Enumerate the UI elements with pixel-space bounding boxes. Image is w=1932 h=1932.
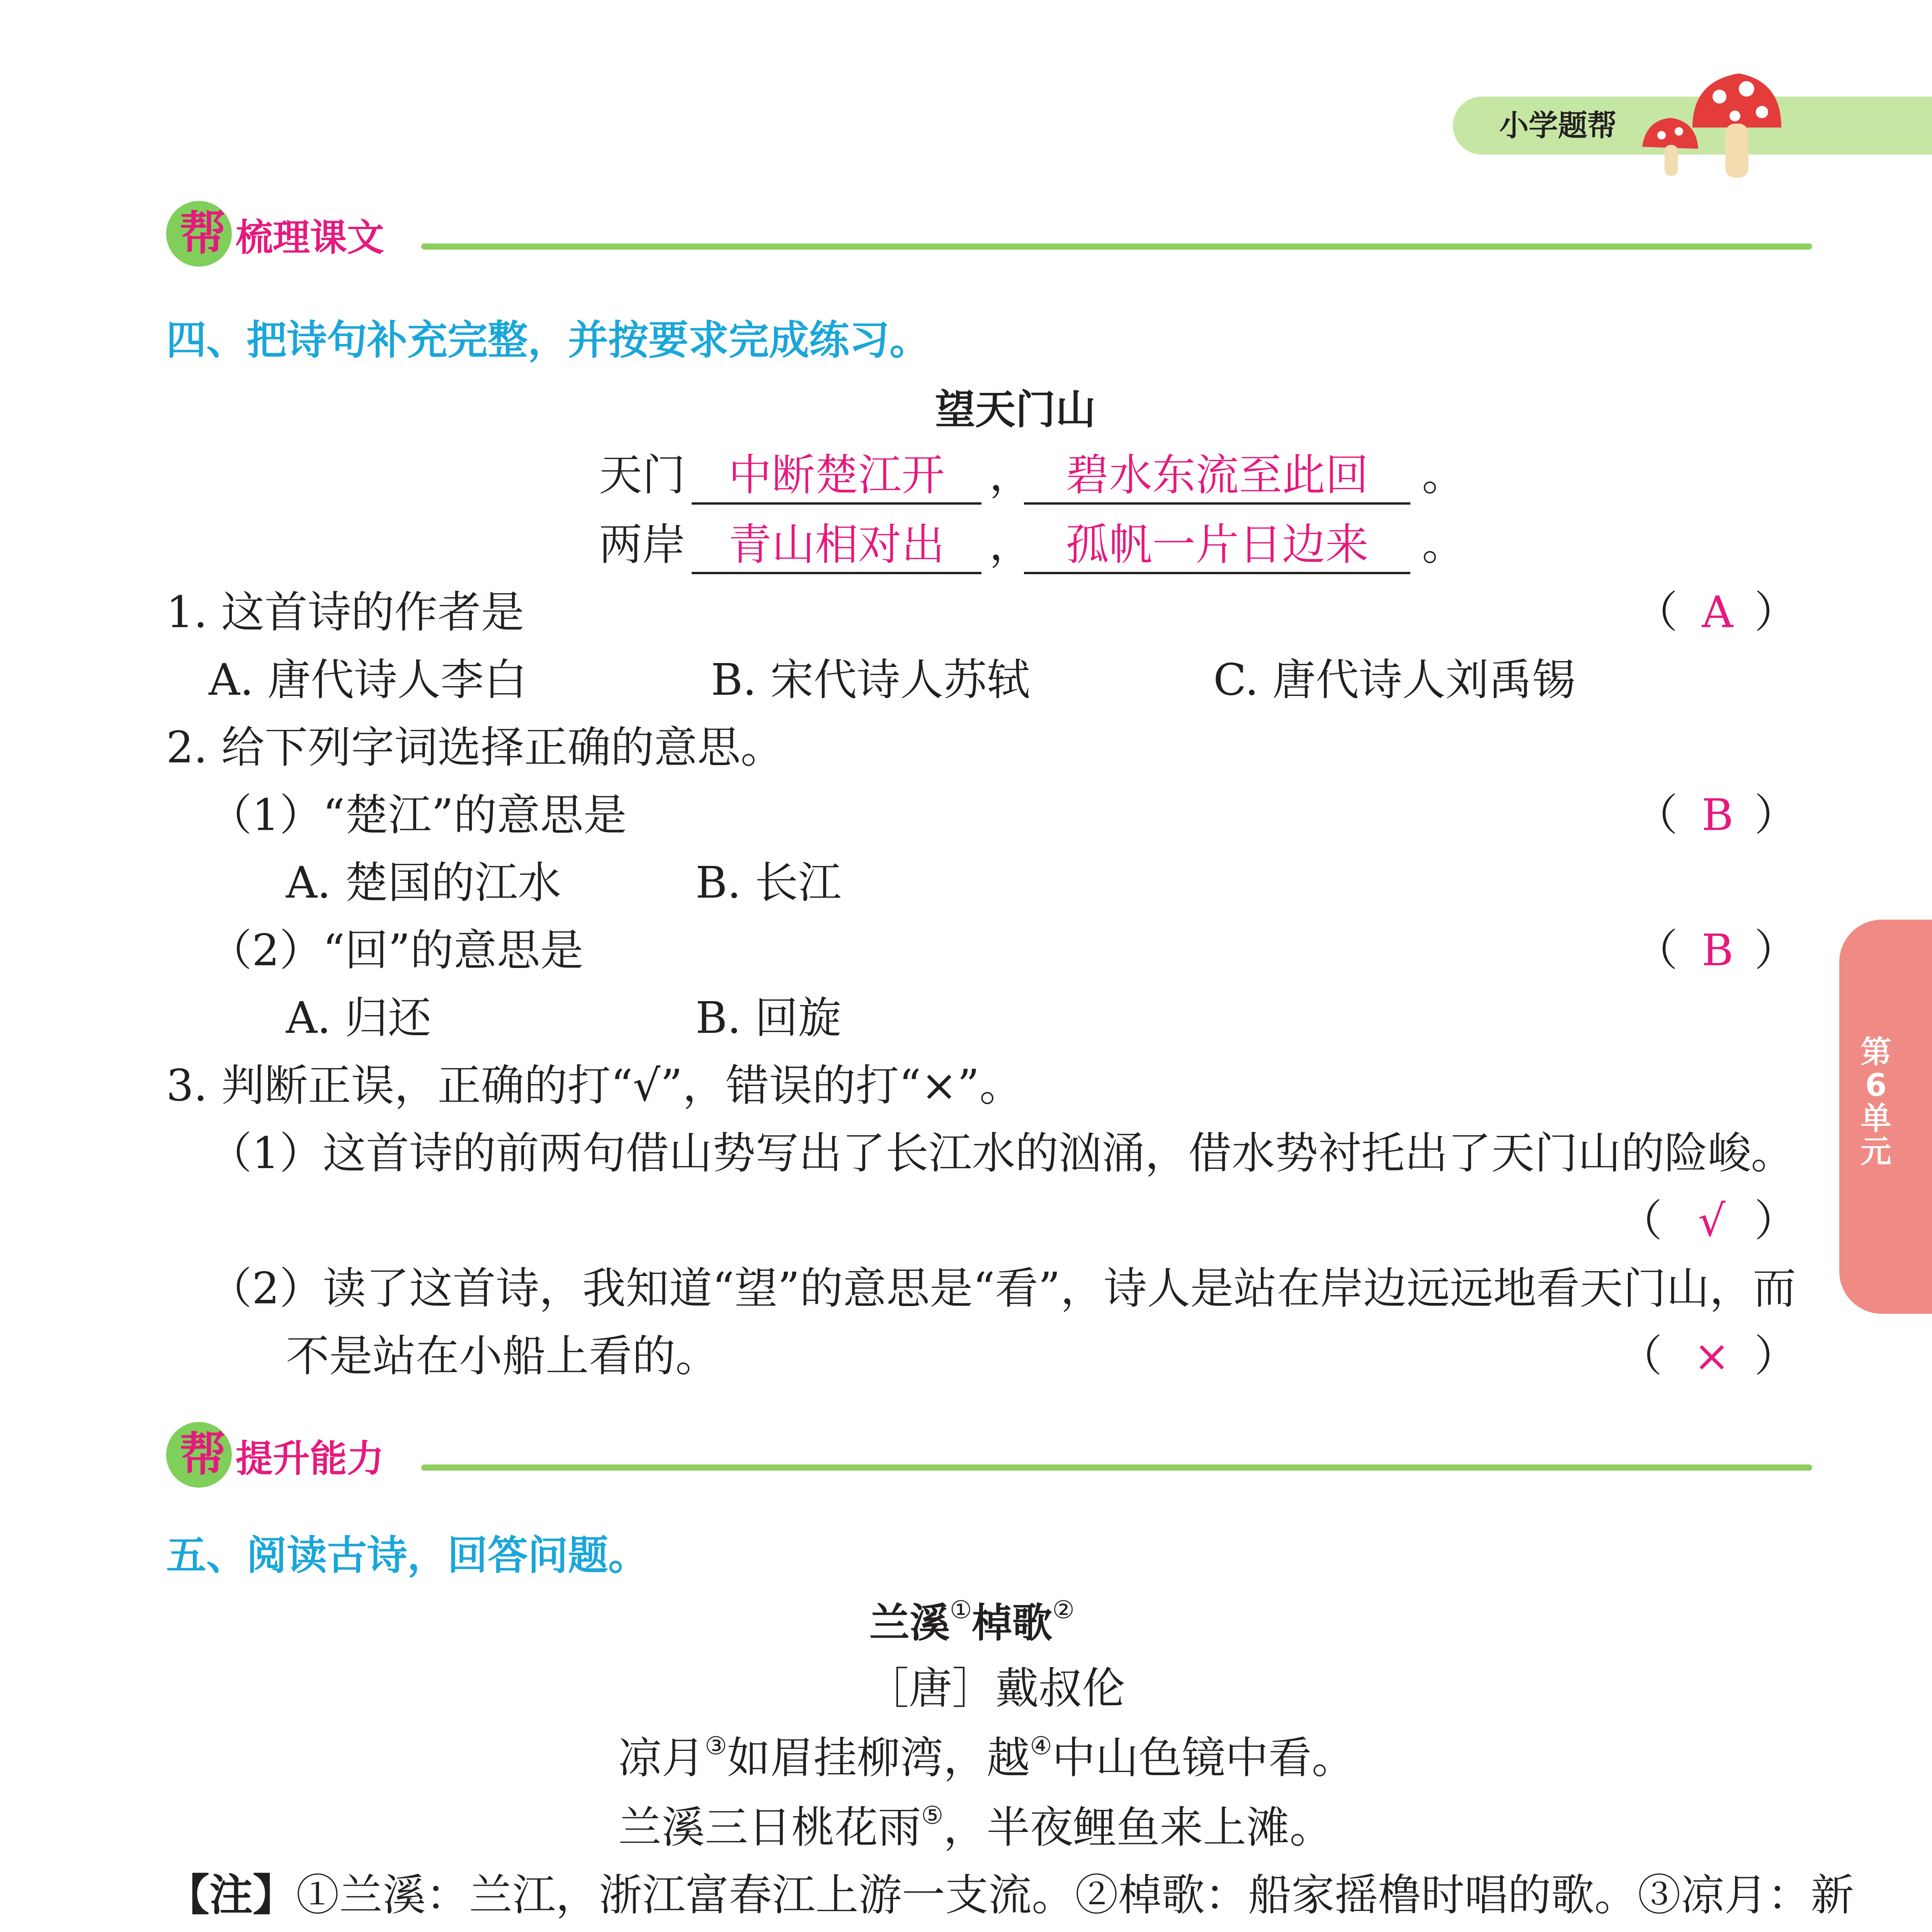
question-stem: 2. 给下列字词选择正确的意思。 [166,723,784,773]
option: A. 唐代诗人李白 [209,655,527,705]
answer-parens: （ B ） [1634,923,1801,978]
notes-line [166,1868,1854,1922]
poem-line-prefix: 天门 [599,450,685,500]
poem-title-part: 棹歌 [972,1599,1053,1646]
question-heading: 四、把诗句补充完整，并按要求完成练习。 [166,316,930,364]
option: B. 回旋 [696,993,842,1043]
option: A. 楚国的江水 [286,858,561,908]
poem-text: ，半夜鲤鱼来上滩。 [943,1803,1333,1853]
poem-text: 如眉挂柳湾，越 [727,1733,1030,1783]
poem-author: ［唐］戴叔伦 [866,1663,1125,1714]
brand-name: 小学题帮 [1499,108,1617,143]
section-rule [421,243,1812,250]
cross-mark: × [1694,1331,1730,1381]
footnote-mark: ① [950,1596,972,1624]
mushroom-icon [1634,58,1781,182]
sub-question-stem: （2）“回”的意思是 [209,925,583,976]
question-stem: 1. 这首诗的作者是 [166,587,524,638]
poem-line [618,1731,1355,1785]
answer-value: B [1701,925,1734,976]
judge-item: （2）读了这首诗，我知道“望”的意思是“看”，诗人是站在岸边远远地看天门山，而 [209,1264,1796,1314]
footnote-mark: ④ [1030,1732,1052,1760]
unit-label-char: 第 [1861,1034,1891,1070]
section-badge-char: 帮 [180,207,226,260]
comma: ， [989,450,1032,500]
judge-item-cont: 不是站在小船上看的。 [286,1331,719,1381]
question-stem: 3. 判断正误，正确的打“√”，错误的打“×”。 [166,1061,1023,1111]
answer-blank: 孤帆一片日边来 [1024,518,1410,574]
judge-item: （1）这首诗的前两句借山势写出了长江水的汹涌，借水势衬托出了天门山的险峻。 [209,1128,1794,1179]
poem-text: 中山色镜中看。 [1052,1733,1355,1783]
footnote-mark: ③ [705,1732,727,1760]
section-title: 提升能力 [236,1437,384,1480]
option: B. 长江 [696,858,842,908]
sub-question-stem: （1）“楚江”的意思是 [209,790,627,840]
question-heading: 五、阅读古诗，回答问题。 [166,1532,649,1579]
unit-label-char: 6 [1865,1067,1887,1103]
period: 。 [1422,520,1465,570]
option: A. 归还 [286,993,432,1043]
section-rule [421,1464,1812,1471]
poem-line [618,1801,1333,1855]
answer-parens: （ × ） [1619,1329,1801,1383]
check-mark: √ [1698,1196,1726,1246]
answer-parens: （ √ ） [1619,1194,1801,1248]
notes-text: ①兰溪：兰江，浙江富春江上游一支流。②棹歌：船家摇橹时唱的歌。③凉月：新 [296,1870,1854,1920]
answer-value: B [1701,790,1734,840]
comma: ， [989,520,1032,570]
poem-title [869,1596,1075,1650]
poem-title-part: 兰溪 [869,1599,950,1646]
answer-value: A [1702,587,1733,638]
section-title: 梳理课文 [236,216,384,259]
unit-label-char: 单 [1861,1100,1891,1136]
poem-line-prefix: 两岸 [599,520,685,570]
footnote-mark: ② [1052,1596,1075,1624]
answer-blank: 青山相对出 [692,518,981,574]
answer-blank: 中断楚江开 [692,448,981,505]
unit-label-char: 元 [1861,1134,1891,1170]
notes-label: 【注】 [166,1870,296,1920]
period: 。 [1422,450,1465,500]
poem-text: 凉月 [618,1733,705,1783]
answer-blank: 碧水东流至此回 [1024,448,1410,505]
unit-label [1851,1036,1901,1168]
option: B. 宋代诗人苏轼 [711,655,1030,705]
poem-title: 望天门山 [935,386,1096,433]
answer-parens: （ B ） [1634,788,1801,842]
option: C. 唐代诗人刘禹锡 [1213,655,1575,705]
footnote-mark: ⑤ [921,1801,944,1830]
poem-text: 兰溪三日桃花雨 [618,1803,921,1853]
section-badge-char: 帮 [180,1428,226,1481]
answer-parens: （ A ） [1634,585,1801,639]
